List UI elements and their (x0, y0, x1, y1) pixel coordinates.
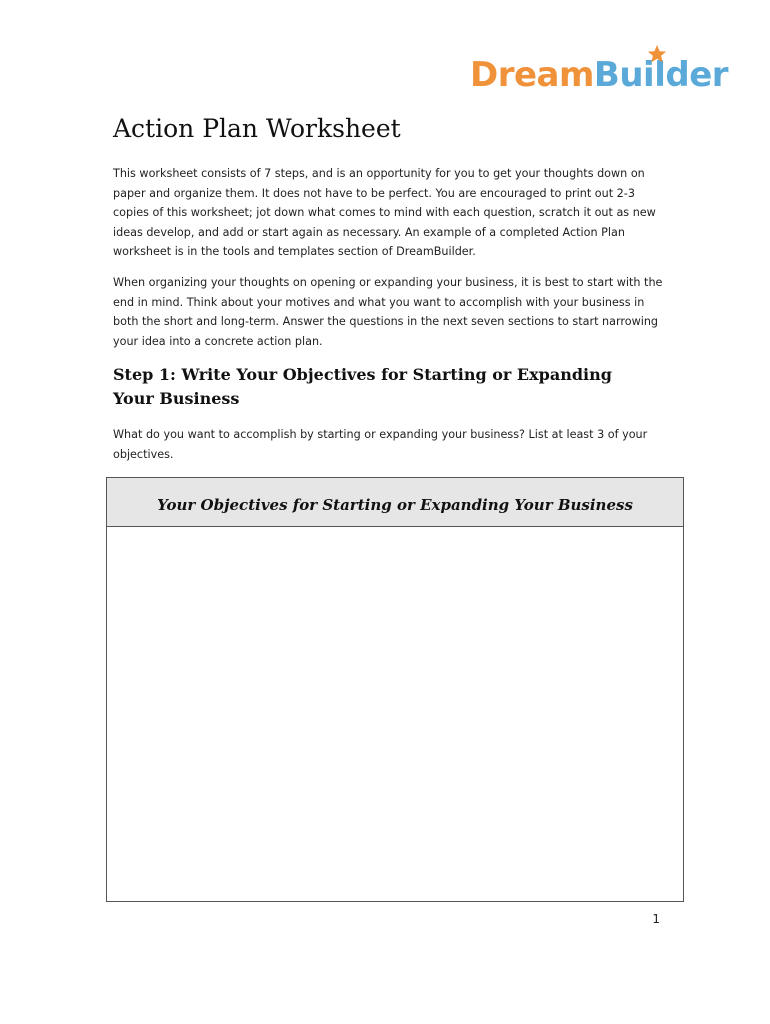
step-1-question: What do you want to accomplish by starting or expanding your business? List at least 3 of your objectives. (113, 428, 648, 461)
logo-wordmark (470, 55, 729, 95)
objectives-input-area[interactable] (107, 527, 683, 901)
objectives-table-header (107, 478, 683, 527)
intro-paragraph: This worksheet consists of 7 steps, and is an opportunity for you to get your thoughts down on paper and organize them. It does not have to be perfect. You are encouraged to print out 2-3 copies of this worksheet; jot down what comes to mind with each question, scratch it out as new ideas develop, and add or start again as necessary. An example of a completed Action Plan worksheet is in the tools and templates section of DreamBuilder. (113, 167, 656, 258)
guidance-paragraph: When organizing your thoughts on opening or expanding your business, it is best to start with the end in mind. Think about your motives and what you want to accomplish with your business in both the short and long-term. Answer the questions in the next seven sections to start narrowing your idea into a concrete action plan. (113, 276, 663, 348)
dreambuilder-logo (470, 48, 729, 104)
logo-builder-text: Builder (593, 55, 729, 95)
objectives-table (106, 477, 684, 902)
star-icon (647, 44, 667, 64)
logo-dream-text: Dream (470, 55, 594, 95)
objectives-header-text: Your Objectives for Starting or Expanding Your Business (157, 496, 633, 514)
page-number: 1 (652, 912, 660, 926)
page-title: Action Plan Worksheet (113, 114, 401, 143)
step-1-heading: Step 1: Write Your Objectives for Starting or Expanding Your Business (113, 365, 612, 408)
